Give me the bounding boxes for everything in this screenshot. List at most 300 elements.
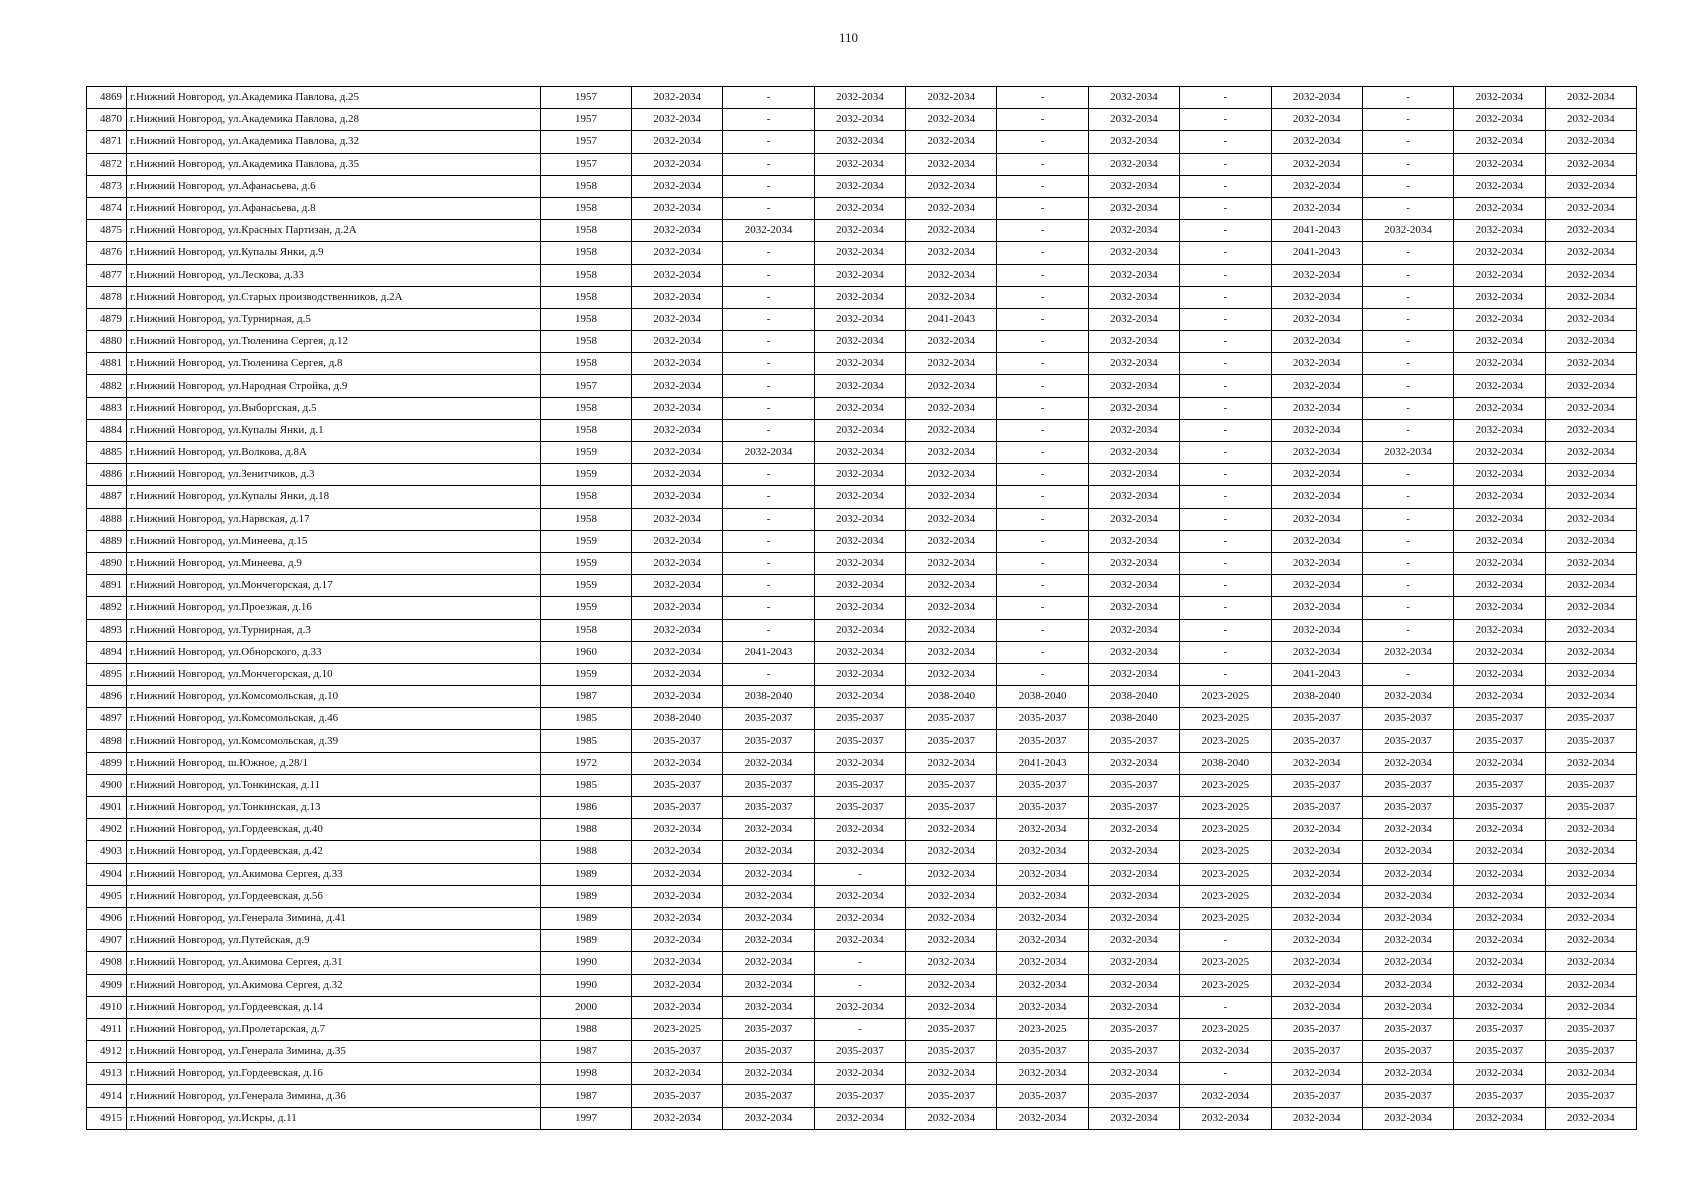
cell-period-11: 2032-2034: [1545, 752, 1636, 774]
cell-row-number: 4870: [87, 109, 127, 131]
table-row: [87, 619, 1637, 641]
cell-period-3: 2032-2034: [814, 552, 905, 574]
cell-period-5: -: [997, 397, 1088, 419]
cell-period-8: 2035-2037: [1271, 730, 1362, 752]
cell-period-4: 2032-2034: [906, 486, 997, 508]
cell-period-10: 2032-2034: [1454, 663, 1545, 685]
cell-period-3: 2032-2034: [814, 575, 905, 597]
cell-period-5: 2032-2034: [997, 996, 1088, 1018]
cell-row-number: 4912: [87, 1041, 127, 1063]
cell-period-4: 2032-2034: [906, 996, 997, 1018]
table-row: [87, 353, 1637, 375]
cell-period-8: 2032-2034: [1271, 175, 1362, 197]
cell-row-number: 4873: [87, 175, 127, 197]
cell-period-9: -: [1362, 175, 1453, 197]
cell-build-year: 1957: [541, 153, 632, 175]
cell-period-3: 2032-2034: [814, 907, 905, 929]
cell-period-2: 2032-2034: [723, 885, 814, 907]
cell-period-10: 2032-2034: [1454, 530, 1545, 552]
cell-period-7: -: [1180, 308, 1271, 330]
cell-build-year: 1959: [541, 575, 632, 597]
cell-period-6: 2032-2034: [1088, 508, 1179, 530]
cell-period-11: 2035-2037: [1545, 708, 1636, 730]
cell-period-7: -: [1180, 220, 1271, 242]
cell-build-year: 1959: [541, 552, 632, 574]
cell-period-10: 2032-2034: [1454, 486, 1545, 508]
cell-period-5: 2032-2034: [997, 885, 1088, 907]
cell-row-number: 4904: [87, 863, 127, 885]
cell-address: г.Нижний Новгород, ул.Комсомольская, д.46: [127, 708, 541, 730]
cell-period-7: 2032-2034: [1180, 1107, 1271, 1129]
cell-period-4: 2041-2043: [906, 308, 997, 330]
cell-build-year: 1989: [541, 885, 632, 907]
cell-period-2: 2032-2034: [723, 930, 814, 952]
cell-address: г.Нижний Новгород, ул.Минеева, д.15: [127, 530, 541, 552]
cell-period-3: 2032-2034: [814, 752, 905, 774]
cell-period-1: 2032-2034: [632, 863, 723, 885]
cell-row-number: 4882: [87, 375, 127, 397]
cell-period-10: 2032-2034: [1454, 197, 1545, 219]
cell-period-10: 2032-2034: [1454, 175, 1545, 197]
cell-address: г.Нижний Новгород, ул.Комсомольская, д.10: [127, 686, 541, 708]
table-row: [87, 375, 1637, 397]
cell-period-6: 2032-2034: [1088, 419, 1179, 441]
cell-address: г.Нижний Новгород, ул.Красных Партизан, д.2А: [127, 220, 541, 242]
cell-period-11: 2032-2034: [1545, 353, 1636, 375]
cell-period-9: -: [1362, 597, 1453, 619]
cell-period-5: 2035-2037: [997, 797, 1088, 819]
cell-row-number: 4894: [87, 641, 127, 663]
cell-period-9: -: [1362, 575, 1453, 597]
cell-period-4: 2035-2037: [906, 1018, 997, 1040]
cell-period-10: 2032-2034: [1454, 308, 1545, 330]
cell-period-8: 2032-2034: [1271, 197, 1362, 219]
cell-period-11: 2032-2034: [1545, 464, 1636, 486]
cell-period-2: -: [723, 353, 814, 375]
cell-period-9: 2032-2034: [1362, 885, 1453, 907]
cell-period-11: 2032-2034: [1545, 641, 1636, 663]
cell-build-year: 1959: [541, 464, 632, 486]
cell-period-6: 2032-2034: [1088, 442, 1179, 464]
cell-row-number: 4893: [87, 619, 127, 641]
cell-period-1: 2032-2034: [632, 530, 723, 552]
cell-row-number: 4892: [87, 597, 127, 619]
cell-period-4: 2035-2037: [906, 797, 997, 819]
cell-period-2: 2032-2034: [723, 220, 814, 242]
cell-period-1: 2032-2034: [632, 442, 723, 464]
table-row: [87, 930, 1637, 952]
cell-period-11: 2032-2034: [1545, 508, 1636, 530]
cell-period-5: -: [997, 464, 1088, 486]
cell-period-4: 2032-2034: [906, 220, 997, 242]
cell-period-4: 2032-2034: [906, 87, 997, 109]
cell-build-year: 1990: [541, 974, 632, 996]
cell-period-5: -: [997, 508, 1088, 530]
cell-period-2: 2035-2037: [723, 1041, 814, 1063]
cell-period-8: 2032-2034: [1271, 885, 1362, 907]
cell-period-4: 2032-2034: [906, 552, 997, 574]
cell-period-8: 2032-2034: [1271, 264, 1362, 286]
cell-period-2: 2032-2034: [723, 863, 814, 885]
cell-period-5: -: [997, 663, 1088, 685]
cell-period-2: 2041-2043: [723, 641, 814, 663]
cell-period-2: 2032-2034: [723, 1107, 814, 1129]
cell-period-4: 2032-2034: [906, 175, 997, 197]
cell-build-year: 1987: [541, 686, 632, 708]
cell-period-6: 2032-2034: [1088, 841, 1179, 863]
cell-period-11: 2032-2034: [1545, 109, 1636, 131]
cell-period-2: -: [723, 87, 814, 109]
cell-period-3: 2032-2034: [814, 619, 905, 641]
cell-period-10: 2032-2034: [1454, 131, 1545, 153]
table-row: [87, 885, 1637, 907]
cell-period-9: 2035-2037: [1362, 730, 1453, 752]
cell-address: г.Нижний Новгород, ул.Волкова, д.8А: [127, 442, 541, 464]
cell-period-1: 2032-2034: [632, 375, 723, 397]
cell-period-2: -: [723, 153, 814, 175]
cell-period-11: 2032-2034: [1545, 220, 1636, 242]
cell-period-11: 2032-2034: [1545, 1107, 1636, 1129]
cell-row-number: 4908: [87, 952, 127, 974]
cell-period-7: -: [1180, 619, 1271, 641]
cell-build-year: 1958: [541, 486, 632, 508]
cell-period-6: 2032-2034: [1088, 907, 1179, 929]
cell-period-9: 2032-2034: [1362, 641, 1453, 663]
cell-period-1: 2032-2034: [632, 87, 723, 109]
cell-period-1: 2023-2025: [632, 1018, 723, 1040]
table-row: [87, 708, 1637, 730]
cell-build-year: 1957: [541, 375, 632, 397]
cell-period-9: 2035-2037: [1362, 1085, 1453, 1107]
cell-period-1: 2032-2034: [632, 109, 723, 131]
table-row: [87, 774, 1637, 796]
table-row: [87, 175, 1637, 197]
cell-row-number: 4902: [87, 819, 127, 841]
cell-build-year: 1959: [541, 597, 632, 619]
cell-period-2: 2032-2034: [723, 1063, 814, 1085]
cell-period-4: 2032-2034: [906, 1107, 997, 1129]
cell-period-3: 2032-2034: [814, 508, 905, 530]
cell-period-7: -: [1180, 1063, 1271, 1085]
cell-address: г.Нижний Новгород, ул.Академика Павлова, д.35: [127, 153, 541, 175]
cell-period-3: 2032-2034: [814, 1063, 905, 1085]
cell-period-1: 2038-2040: [632, 708, 723, 730]
cell-period-3: 2035-2037: [814, 1041, 905, 1063]
cell-address: г.Нижний Новгород, ул.Афанасьева, д.8: [127, 197, 541, 219]
cell-period-9: -: [1362, 375, 1453, 397]
cell-period-2: -: [723, 397, 814, 419]
table-row: [87, 286, 1637, 308]
cell-period-10: 2032-2034: [1454, 153, 1545, 175]
cell-period-8: 2041-2043: [1271, 220, 1362, 242]
table-row: [87, 264, 1637, 286]
cell-build-year: 1957: [541, 87, 632, 109]
cell-period-11: 2032-2034: [1545, 907, 1636, 929]
cell-period-5: 2032-2034: [997, 974, 1088, 996]
cell-period-8: 2032-2034: [1271, 1107, 1362, 1129]
cell-period-9: -: [1362, 619, 1453, 641]
cell-build-year: 1957: [541, 109, 632, 131]
cell-row-number: 4909: [87, 974, 127, 996]
cell-period-4: 2032-2034: [906, 663, 997, 685]
cell-period-1: 2032-2034: [632, 331, 723, 353]
cell-period-4: 2032-2034: [906, 131, 997, 153]
table-row: [87, 508, 1637, 530]
cell-period-2: 2032-2034: [723, 996, 814, 1018]
cell-period-11: 2035-2037: [1545, 774, 1636, 796]
cell-period-2: 2032-2034: [723, 841, 814, 863]
table-row: [87, 641, 1637, 663]
cell-period-1: 2032-2034: [632, 220, 723, 242]
cell-build-year: 2000: [541, 996, 632, 1018]
cell-period-3: 2032-2034: [814, 996, 905, 1018]
cell-period-5: 2032-2034: [997, 819, 1088, 841]
cell-period-10: 2032-2034: [1454, 619, 1545, 641]
cell-address: г.Нижний Новгород, ул.Старых производственников, д.2А: [127, 286, 541, 308]
cell-row-number: 4881: [87, 353, 127, 375]
cell-period-7: -: [1180, 331, 1271, 353]
cell-build-year: 1987: [541, 1085, 632, 1107]
cell-row-number: 4891: [87, 575, 127, 597]
cell-period-11: 2032-2034: [1545, 331, 1636, 353]
cell-period-3: 2032-2034: [814, 175, 905, 197]
cell-period-1: 2032-2034: [632, 131, 723, 153]
cell-period-1: 2032-2034: [632, 464, 723, 486]
cell-period-2: -: [723, 197, 814, 219]
cell-period-4: 2032-2034: [906, 331, 997, 353]
cell-period-4: 2032-2034: [906, 197, 997, 219]
cell-address: г.Нижний Новгород, ул.Тонкинская, д.11: [127, 774, 541, 796]
cell-address: г.Нижний Новгород, ул.Купалы Янки, д.1: [127, 419, 541, 441]
cell-build-year: 1987: [541, 1041, 632, 1063]
cell-period-3: 2032-2034: [814, 131, 905, 153]
cell-period-1: 2032-2034: [632, 641, 723, 663]
table-row: [87, 841, 1637, 863]
cell-period-1: 2032-2034: [632, 686, 723, 708]
cell-period-5: -: [997, 175, 1088, 197]
cell-period-3: 2032-2034: [814, 286, 905, 308]
cell-period-4: 2032-2034: [906, 597, 997, 619]
cell-build-year: 1958: [541, 242, 632, 264]
cell-period-8: 2038-2040: [1271, 686, 1362, 708]
cell-period-9: 2032-2034: [1362, 952, 1453, 974]
cell-period-9: -: [1362, 87, 1453, 109]
cell-build-year: 1958: [541, 419, 632, 441]
cell-row-number: 4876: [87, 242, 127, 264]
cell-period-6: 2032-2034: [1088, 331, 1179, 353]
cell-period-5: -: [997, 286, 1088, 308]
cell-period-11: 2032-2034: [1545, 264, 1636, 286]
cell-period-1: 2032-2034: [632, 597, 723, 619]
cell-build-year: 1990: [541, 952, 632, 974]
cell-period-2: -: [723, 175, 814, 197]
cell-address: г.Нижний Новгород, ул.Акимова Сергея, д.32: [127, 974, 541, 996]
cell-period-5: -: [997, 486, 1088, 508]
cell-period-7: -: [1180, 131, 1271, 153]
cell-period-4: 2032-2034: [906, 619, 997, 641]
cell-address: г.Нижний Новгород, ул.Турнирная, д.3: [127, 619, 541, 641]
cell-row-number: 4886: [87, 464, 127, 486]
cell-period-7: 2023-2025: [1180, 1018, 1271, 1040]
cell-period-7: -: [1180, 175, 1271, 197]
table-row: [87, 109, 1637, 131]
cell-period-6: 2032-2034: [1088, 197, 1179, 219]
cell-period-10: 2035-2037: [1454, 774, 1545, 796]
cell-period-7: -: [1180, 930, 1271, 952]
cell-row-number: 4884: [87, 419, 127, 441]
cell-period-9: 2035-2037: [1362, 708, 1453, 730]
cell-period-5: 2032-2034: [997, 907, 1088, 929]
cell-period-8: 2032-2034: [1271, 153, 1362, 175]
cell-period-2: 2032-2034: [723, 974, 814, 996]
cell-period-1: 2032-2034: [632, 752, 723, 774]
cell-period-10: 2032-2034: [1454, 87, 1545, 109]
cell-row-number: 4879: [87, 308, 127, 330]
cell-period-8: 2032-2034: [1271, 486, 1362, 508]
cell-address: г.Нижний Новгород, ул.Тонкинская, д.13: [127, 797, 541, 819]
cell-build-year: 1957: [541, 131, 632, 153]
cell-address: г.Нижний Новгород, ул.Искры, д.11: [127, 1107, 541, 1129]
cell-period-6: 2032-2034: [1088, 885, 1179, 907]
cell-address: г.Нижний Новгород, ул.Лескова, д.33: [127, 264, 541, 286]
cell-period-5: -: [997, 87, 1088, 109]
cell-period-8: 2035-2037: [1271, 1085, 1362, 1107]
cell-period-6: 2032-2034: [1088, 930, 1179, 952]
cell-period-2: 2035-2037: [723, 774, 814, 796]
table-row: [87, 730, 1637, 752]
cell-address: г.Нижний Новгород, ул.Купалы Янки, д.18: [127, 486, 541, 508]
cell-period-7: -: [1180, 264, 1271, 286]
cell-period-7: 2023-2025: [1180, 730, 1271, 752]
cell-period-5: -: [997, 419, 1088, 441]
cell-period-6: 2032-2034: [1088, 530, 1179, 552]
cell-period-6: 2038-2040: [1088, 708, 1179, 730]
cell-address: г.Нижний Новгород, ул.Гордеевская, д.40: [127, 819, 541, 841]
table-row: [87, 752, 1637, 774]
cell-period-5: 2035-2037: [997, 774, 1088, 796]
cell-period-5: 2035-2037: [997, 708, 1088, 730]
cell-period-3: -: [814, 863, 905, 885]
cell-period-7: -: [1180, 242, 1271, 264]
cell-period-7: -: [1180, 442, 1271, 464]
cell-period-10: 2032-2034: [1454, 286, 1545, 308]
cell-period-10: 2032-2034: [1454, 397, 1545, 419]
cell-period-8: 2032-2034: [1271, 530, 1362, 552]
cell-period-11: 2032-2034: [1545, 863, 1636, 885]
cell-period-10: 2032-2034: [1454, 686, 1545, 708]
cell-period-10: 2032-2034: [1454, 464, 1545, 486]
cell-period-7: 2023-2025: [1180, 841, 1271, 863]
cell-period-1: 2032-2034: [632, 907, 723, 929]
cell-address: г.Нижний Новгород, ул.Турнирная, д.5: [127, 308, 541, 330]
cell-period-8: 2032-2034: [1271, 930, 1362, 952]
cell-period-8: 2032-2034: [1271, 597, 1362, 619]
cell-period-9: -: [1362, 530, 1453, 552]
cell-period-7: -: [1180, 109, 1271, 131]
cell-row-number: 4869: [87, 87, 127, 109]
cell-row-number: 4907: [87, 930, 127, 952]
cell-period-6: 2032-2034: [1088, 486, 1179, 508]
cell-period-11: 2032-2034: [1545, 419, 1636, 441]
cell-period-1: 2032-2034: [632, 952, 723, 974]
cell-period-2: 2035-2037: [723, 1018, 814, 1040]
cell-period-11: 2035-2037: [1545, 1085, 1636, 1107]
cell-period-3: -: [814, 974, 905, 996]
cell-row-number: 4914: [87, 1085, 127, 1107]
cell-period-6: 2032-2034: [1088, 996, 1179, 1018]
cell-address: г.Нижний Новгород, ул.Зенитчиков, д.3: [127, 464, 541, 486]
cell-period-5: 2032-2034: [997, 863, 1088, 885]
cell-row-number: 4887: [87, 486, 127, 508]
cell-period-2: -: [723, 242, 814, 264]
cell-period-11: 2032-2034: [1545, 530, 1636, 552]
cell-period-8: 2032-2034: [1271, 419, 1362, 441]
cell-period-10: 2032-2034: [1454, 264, 1545, 286]
cell-period-10: 2032-2034: [1454, 597, 1545, 619]
cell-row-number: 4888: [87, 508, 127, 530]
cell-period-10: 2032-2034: [1454, 885, 1545, 907]
cell-build-year: 1958: [541, 197, 632, 219]
cell-period-7: -: [1180, 575, 1271, 597]
cell-period-10: 2035-2037: [1454, 1018, 1545, 1040]
cell-period-8: 2035-2037: [1271, 708, 1362, 730]
cell-period-7: -: [1180, 87, 1271, 109]
cell-period-4: 2032-2034: [906, 841, 997, 863]
cell-period-4: 2035-2037: [906, 1085, 997, 1107]
cell-build-year: 1959: [541, 442, 632, 464]
table-row: [87, 996, 1637, 1018]
cell-period-5: -: [997, 641, 1088, 663]
cell-period-11: 2032-2034: [1545, 375, 1636, 397]
cell-period-9: 2032-2034: [1362, 686, 1453, 708]
cell-period-7: -: [1180, 530, 1271, 552]
cell-address: г.Нижний Новгород, ул.Гордеевская, д.16: [127, 1063, 541, 1085]
cell-period-10: 2035-2037: [1454, 1085, 1545, 1107]
cell-period-7: -: [1180, 197, 1271, 219]
housing-repair-schedule-table: [86, 86, 1637, 1130]
table-row: [87, 87, 1637, 109]
cell-period-3: 2032-2034: [814, 841, 905, 863]
table-body: [87, 87, 1637, 1130]
cell-row-number: 4915: [87, 1107, 127, 1129]
cell-address: г.Нижний Новгород, ул.Проезжая, д.16: [127, 597, 541, 619]
cell-period-3: 2032-2034: [814, 819, 905, 841]
cell-period-6: 2032-2034: [1088, 353, 1179, 375]
cell-period-7: -: [1180, 508, 1271, 530]
cell-period-7: -: [1180, 996, 1271, 1018]
cell-row-number: 4903: [87, 841, 127, 863]
cell-build-year: 1989: [541, 863, 632, 885]
cell-period-8: 2032-2034: [1271, 353, 1362, 375]
cell-period-4: 2032-2034: [906, 442, 997, 464]
cell-build-year: 1959: [541, 663, 632, 685]
cell-period-10: 2035-2037: [1454, 708, 1545, 730]
cell-period-5: 2041-2043: [997, 752, 1088, 774]
cell-period-4: 2032-2034: [906, 109, 997, 131]
cell-period-11: 2032-2034: [1545, 197, 1636, 219]
cell-period-7: -: [1180, 353, 1271, 375]
cell-row-number: 4913: [87, 1063, 127, 1085]
cell-period-6: 2035-2037: [1088, 1041, 1179, 1063]
cell-period-5: 2035-2037: [997, 1041, 1088, 1063]
cell-period-3: 2032-2034: [814, 220, 905, 242]
table-row: [87, 597, 1637, 619]
cell-period-11: 2032-2034: [1545, 597, 1636, 619]
cell-period-4: 2032-2034: [906, 885, 997, 907]
cell-period-11: 2032-2034: [1545, 397, 1636, 419]
table-row: [87, 1063, 1637, 1085]
table-row: [87, 663, 1637, 685]
